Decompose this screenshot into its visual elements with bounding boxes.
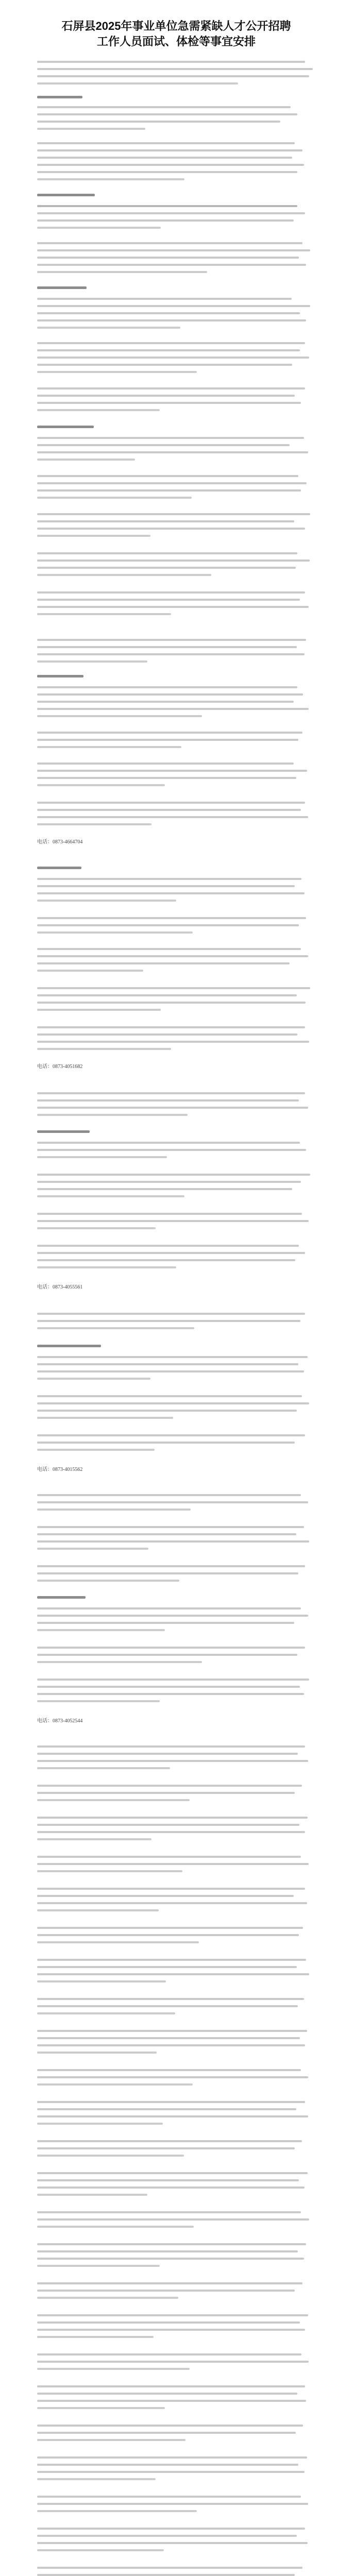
text-line xyxy=(37,205,297,207)
text-line xyxy=(37,1220,309,1222)
text-line xyxy=(37,1615,308,1617)
text-line xyxy=(37,924,299,926)
text-line xyxy=(37,271,207,273)
text-line xyxy=(37,802,305,804)
text-line xyxy=(37,2549,164,2551)
section-heading xyxy=(37,1596,86,1599)
text-line xyxy=(37,1902,307,1904)
text-line xyxy=(37,1966,297,1968)
text-line xyxy=(37,1259,295,1261)
text-line xyxy=(37,1607,301,1609)
text-line xyxy=(37,816,308,818)
text-line xyxy=(37,219,294,222)
section-heading xyxy=(37,867,81,869)
text-line xyxy=(37,708,309,710)
text-line xyxy=(37,2574,295,2576)
phone-label: 电话： xyxy=(37,1718,53,1724)
text-line xyxy=(37,2425,303,2427)
text-line xyxy=(37,142,295,144)
text-line xyxy=(37,1048,171,1050)
text-line xyxy=(37,1856,301,1858)
text-line xyxy=(37,1799,190,1801)
text-line xyxy=(37,75,309,77)
text-line xyxy=(37,1320,300,1322)
text-line xyxy=(37,1745,305,1748)
text-line xyxy=(37,1533,296,1535)
text-line xyxy=(37,2211,301,2213)
text-line xyxy=(37,1998,304,2000)
text-line xyxy=(37,364,292,366)
title-line-1: 石屏县2025年事业单位急需紧缺人才公开招聘 xyxy=(61,20,291,32)
text-line xyxy=(37,1959,306,1961)
text-line xyxy=(37,2567,302,2569)
text-line xyxy=(37,409,160,411)
text-line xyxy=(37,520,294,522)
text-line xyxy=(37,994,297,996)
title-line-2: 工作人员面试、体检等事宜安排 xyxy=(96,35,256,48)
text-line xyxy=(37,1227,156,1229)
text-line xyxy=(37,739,298,741)
text-line xyxy=(37,606,309,608)
text-line xyxy=(37,1767,170,1769)
text-line xyxy=(37,497,192,499)
text-line xyxy=(37,1149,306,1151)
section-heading xyxy=(37,675,83,677)
contact-line xyxy=(37,1063,82,1071)
text-line xyxy=(37,2314,308,2316)
text-line xyxy=(37,1356,308,1358)
text-line xyxy=(37,2218,309,2221)
phone-number: 0873-4055561 xyxy=(53,1284,83,1290)
phone-number: 0873-4664704 xyxy=(53,839,83,845)
text-line xyxy=(37,1026,305,1028)
text-line xyxy=(37,917,306,919)
text-line xyxy=(37,892,305,894)
text-line xyxy=(37,395,295,397)
text-line xyxy=(37,1509,191,1511)
text-line xyxy=(37,2076,308,2078)
text-line xyxy=(37,2496,301,2498)
text-line xyxy=(37,1654,297,1656)
text-line xyxy=(37,164,304,166)
text-line xyxy=(37,2528,305,2530)
text-line xyxy=(37,2368,190,2370)
phone-label: 电话： xyxy=(37,1064,53,1070)
text-line xyxy=(37,948,301,950)
text-line xyxy=(37,878,301,880)
text-line xyxy=(37,1107,308,1109)
text-line xyxy=(37,312,300,314)
text-line xyxy=(37,357,309,359)
text-line xyxy=(37,1174,310,1176)
text-line xyxy=(37,574,211,576)
text-line xyxy=(37,2393,297,2395)
text-line xyxy=(37,715,202,717)
text-line xyxy=(37,1188,292,1190)
text-line xyxy=(37,2432,296,2434)
text-line xyxy=(37,1494,301,1496)
text-line xyxy=(37,2243,306,2245)
text-line xyxy=(37,900,176,902)
text-line xyxy=(37,2282,302,2284)
text-line xyxy=(37,2123,163,2125)
text-line xyxy=(37,777,296,779)
text-line xyxy=(37,482,307,484)
text-line xyxy=(37,1114,188,1116)
text-line xyxy=(37,660,147,663)
section-heading xyxy=(37,96,82,98)
text-line xyxy=(37,1266,176,1268)
text-line xyxy=(37,1565,305,1567)
text-line xyxy=(37,1647,305,1649)
text-line xyxy=(37,1156,167,1158)
text-line xyxy=(37,327,180,329)
section-heading xyxy=(37,194,95,196)
text-line xyxy=(37,1213,302,1215)
text-line xyxy=(37,2439,186,2441)
text-line xyxy=(37,2464,298,2466)
text-line xyxy=(37,1909,159,1911)
text-line xyxy=(37,2400,306,2402)
text-line xyxy=(37,560,310,562)
text-line xyxy=(37,1363,298,1365)
text-line xyxy=(37,970,143,972)
text-line xyxy=(37,2385,305,2387)
text-line xyxy=(37,1092,305,1094)
text-line xyxy=(37,528,305,530)
text-line xyxy=(37,1760,308,1762)
text-line xyxy=(37,1099,299,1101)
text-line xyxy=(37,2005,298,2007)
text-line xyxy=(37,128,145,130)
text-line xyxy=(37,1693,304,1695)
text-line xyxy=(37,1181,301,1183)
text-line xyxy=(37,646,297,648)
text-line xyxy=(37,1540,309,1543)
text-line xyxy=(37,762,294,765)
text-line xyxy=(37,1434,305,1436)
text-line xyxy=(37,1580,179,1582)
text-line xyxy=(37,2361,309,2363)
text-line xyxy=(37,1041,309,1043)
text-line xyxy=(37,599,300,601)
text-line xyxy=(37,2535,297,2537)
text-line xyxy=(37,2226,194,2228)
text-line xyxy=(37,1934,299,1936)
text-line xyxy=(37,1661,202,1663)
text-line xyxy=(37,2037,300,2039)
text-line xyxy=(37,2187,305,2189)
text-line xyxy=(37,242,302,244)
text-line xyxy=(37,1402,309,1404)
text-line xyxy=(37,157,292,159)
text-line xyxy=(37,298,292,300)
text-line xyxy=(37,2297,178,2299)
text-line xyxy=(37,591,305,594)
contact-line xyxy=(37,1466,82,1473)
text-line xyxy=(37,639,306,641)
text-line xyxy=(37,2179,299,2181)
text-line xyxy=(37,227,161,229)
text-line xyxy=(37,249,310,251)
text-line xyxy=(37,2258,304,2260)
text-line xyxy=(37,2407,165,2409)
text-line xyxy=(37,2471,305,2473)
text-line xyxy=(37,686,297,688)
text-line xyxy=(37,402,301,404)
text-line xyxy=(37,1378,150,1380)
text-line xyxy=(37,1195,184,1197)
phone-number: 0873-4051682 xyxy=(53,1064,83,1070)
text-line xyxy=(37,489,301,492)
text-line xyxy=(37,1973,309,1975)
text-line xyxy=(37,2069,301,2071)
text-line xyxy=(37,2290,295,2292)
text-line xyxy=(37,1686,300,1688)
text-line xyxy=(37,1449,155,1451)
text-line xyxy=(37,178,184,180)
text-line xyxy=(37,784,165,786)
text-line xyxy=(37,1679,309,1681)
text-line xyxy=(37,2250,298,2252)
text-line xyxy=(37,1753,298,1755)
text-line xyxy=(37,2503,308,2505)
text-line xyxy=(37,2336,154,2338)
text-line xyxy=(37,82,238,84)
text-line xyxy=(37,732,302,734)
text-line xyxy=(37,1526,304,1528)
text-line xyxy=(37,1629,165,1631)
text-line xyxy=(37,2172,308,2174)
phone-label: 电话： xyxy=(37,1467,53,1472)
document-title xyxy=(29,19,324,49)
text-line xyxy=(37,113,297,115)
text-line xyxy=(37,1002,306,1004)
text-line xyxy=(37,149,302,151)
contact-line xyxy=(37,839,82,846)
text-line xyxy=(37,1370,304,1372)
text-line xyxy=(37,1824,299,1826)
text-line xyxy=(37,371,197,373)
text-line xyxy=(37,305,310,307)
text-line xyxy=(37,342,305,344)
text-line xyxy=(37,1700,160,1702)
text-line xyxy=(37,459,135,461)
text-line xyxy=(37,106,291,108)
text-line xyxy=(37,1009,161,1011)
text-line xyxy=(37,2329,305,2331)
text-line xyxy=(37,746,181,748)
section-heading xyxy=(37,426,94,428)
text-line xyxy=(37,1417,173,1419)
text-line xyxy=(37,1792,295,1794)
text-line xyxy=(37,1622,294,1624)
text-line xyxy=(37,2265,160,2267)
text-line xyxy=(37,1245,299,1247)
text-line xyxy=(37,931,193,934)
text-line xyxy=(37,823,152,825)
text-line xyxy=(37,2140,302,2142)
text-line xyxy=(37,770,307,772)
text-line xyxy=(37,2542,308,2544)
text-line xyxy=(37,2194,147,2196)
text-line xyxy=(37,2353,301,2355)
text-line xyxy=(37,535,150,537)
text-line xyxy=(37,257,299,259)
phone-number: 0873-4015562 xyxy=(53,1467,83,1472)
text-line xyxy=(37,1863,309,1865)
section-heading xyxy=(37,1130,90,1133)
text-line xyxy=(37,613,171,615)
text-line xyxy=(37,2147,295,2149)
text-line xyxy=(37,1785,302,1787)
text-line xyxy=(37,2478,156,2480)
text-line xyxy=(37,1548,148,1550)
text-line xyxy=(37,1838,152,1840)
section-heading xyxy=(37,1345,101,1347)
text-line xyxy=(37,121,280,123)
text-line xyxy=(37,1870,182,1872)
text-line xyxy=(37,1927,303,1929)
phone-label: 电话： xyxy=(37,839,53,845)
text-line xyxy=(37,2456,307,2459)
text-line xyxy=(37,2108,296,2110)
text-line xyxy=(37,1142,300,1144)
phone-number: 0873-4052544 xyxy=(53,1718,83,1724)
text-line xyxy=(37,1033,297,1036)
text-line xyxy=(37,2101,305,2103)
text-line xyxy=(37,653,305,655)
text-line xyxy=(37,693,303,696)
text-line xyxy=(37,1501,308,1503)
text-line xyxy=(37,2155,184,2157)
text-line xyxy=(37,2510,197,2512)
text-line xyxy=(37,2321,300,2324)
contact-line xyxy=(37,1718,82,1725)
text-line xyxy=(37,2030,307,2032)
text-line xyxy=(37,1252,305,1254)
text-line xyxy=(37,2044,305,2046)
text-line xyxy=(37,475,298,477)
text-line xyxy=(37,513,310,515)
text-line xyxy=(37,1410,297,1412)
text-line xyxy=(37,1888,305,1890)
text-line xyxy=(37,451,308,453)
text-line xyxy=(37,319,306,321)
text-line xyxy=(37,1313,305,1315)
text-line xyxy=(37,885,295,887)
text-line xyxy=(37,212,305,214)
text-line xyxy=(37,1895,294,1897)
text-line xyxy=(37,552,297,554)
text-line xyxy=(37,349,300,351)
section-heading xyxy=(37,286,87,289)
text-line xyxy=(37,1327,194,1329)
text-line xyxy=(37,2012,175,2014)
text-line xyxy=(37,2115,308,2117)
phone-label: 电话： xyxy=(37,1284,53,1290)
text-line xyxy=(37,962,290,964)
text-line xyxy=(37,387,305,389)
contact-line xyxy=(37,1284,82,1291)
text-line xyxy=(37,2083,193,2086)
text-line xyxy=(37,68,313,70)
text-line xyxy=(37,1980,166,1982)
text-line xyxy=(37,2052,157,2054)
text-line xyxy=(37,1817,308,1819)
text-line xyxy=(37,987,310,989)
text-line xyxy=(37,1941,199,1943)
text-line xyxy=(37,809,301,811)
text-line xyxy=(37,1442,295,1444)
text-line xyxy=(37,955,308,957)
text-line xyxy=(37,1395,302,1397)
text-line xyxy=(37,61,305,63)
text-line xyxy=(37,171,297,173)
text-line xyxy=(37,701,294,703)
text-line xyxy=(37,437,304,439)
text-line xyxy=(37,567,296,569)
text-line xyxy=(37,264,306,266)
text-line xyxy=(37,1572,298,1574)
text-line xyxy=(37,444,290,446)
text-line xyxy=(37,1831,305,1833)
